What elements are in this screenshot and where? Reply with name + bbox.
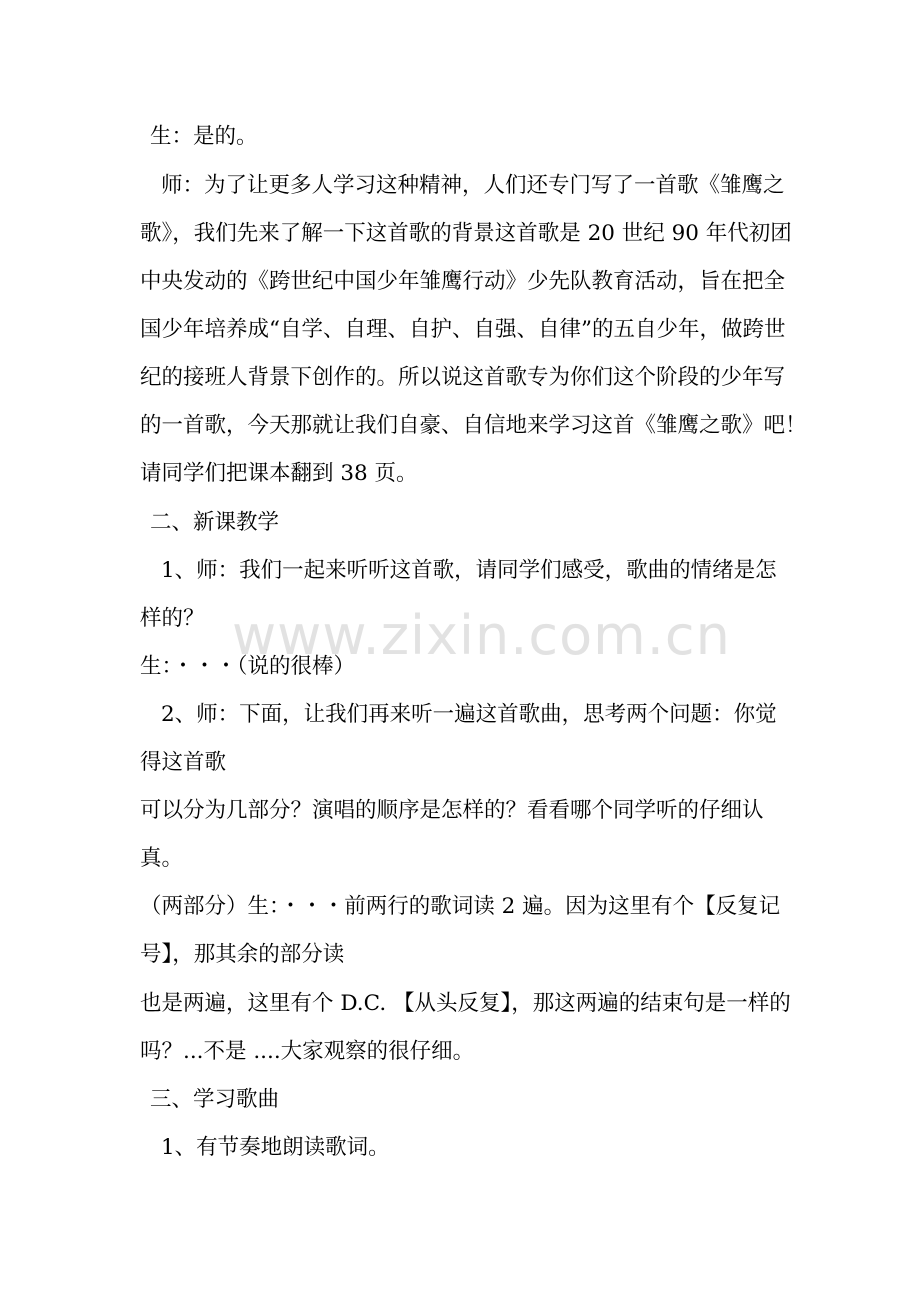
- text-line: 也是两遍，这里有个 D.C. 【从头反复】，那这两遍的结束句是一样的: [140, 991, 791, 1016]
- section-heading: 三、学习歌曲: [150, 1087, 280, 1112]
- watermark: www.zixin.com.cn: [232, 604, 731, 667]
- text-line: （两部分）生：・・・前两行的歌词读 2 遍。因为这里有个【反复记: [140, 894, 781, 919]
- text-line: 2、师：下面，让我们再来听一遍这首歌曲，思考两个问题：你觉: [161, 702, 777, 727]
- text-line: 1、师：我们一起来听听这首歌，请同学们感受，歌曲的情绪是怎: [161, 558, 777, 583]
- text-line: 歌》，我们先来了解一下这首歌的背景这首歌是 20 世纪 90 年代初团: [140, 221, 792, 246]
- text-line: 得这首歌: [140, 750, 227, 775]
- text-line: 1、有节奏地朗读歌词。: [161, 1135, 390, 1160]
- text-line: 纪的接班人背景下创作的。所以说这首歌专为你们这个阶段的少年写: [140, 365, 786, 390]
- text-line: 样的？: [140, 606, 205, 631]
- text-line: 国少年培养成“自学、自理、自护、自强、自律”的五自少年，做跨世: [140, 317, 786, 342]
- text-line: 师：为了让更多人学习这种精神，人们还专门写了一首歌《雏鹰之: [161, 173, 785, 198]
- text-line: 号】，那其余的部分读: [140, 942, 345, 967]
- text-line: 的一首歌，今天那就让我们自豪、自信地来学习这首《雏鹰之歌》吧！: [140, 413, 807, 438]
- text-line: 中央发动的《跨世纪中国少年雏鹰行动》少先队教育活动，旨在把全: [140, 269, 786, 294]
- text-line: 生：是的。: [150, 124, 258, 149]
- text-line: 真。: [140, 846, 184, 871]
- text-line: 生：・・・（说的很棒）: [140, 654, 356, 679]
- section-heading: 二、新课教学: [150, 510, 280, 535]
- text-line: 可以分为几部分？演唱的顺序是怎样的？看看哪个同学听的仔细认: [140, 798, 764, 823]
- text-line: 吗？...不是 ....大家观察的很仔细。: [140, 1039, 475, 1064]
- text-line: 请同学们把课本翻到 38 页。: [140, 461, 418, 486]
